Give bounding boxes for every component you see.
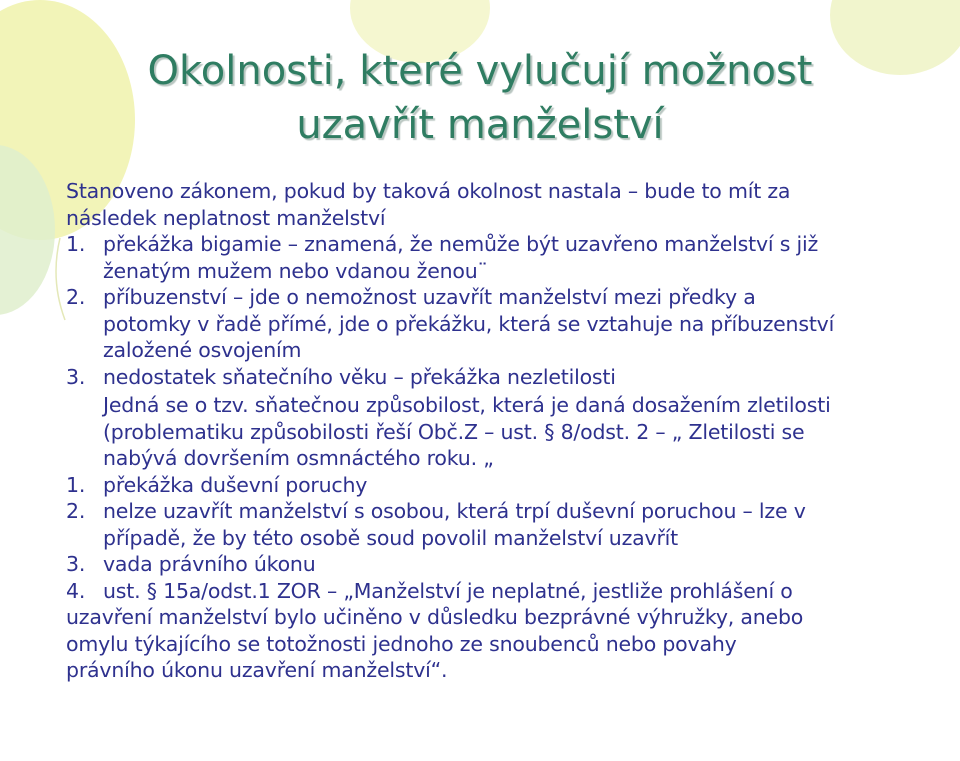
item-number: 4. [66,578,86,603]
item-text-line: nedostatek sňatečního věku – překážka nezletilosti [103,364,616,389]
item-number: 2. [66,499,86,523]
item-text [103,551,316,578]
tail-line-1: uzavření manželství bylo učiněno v důsledku bezprávné výhružky, anebo [66,605,804,629]
item-text-line: příbuzenství – jde o nemožnost uzavřít manželství mezi předky a [103,285,756,309]
item-number: 3. [66,552,86,576]
item-text-line: potomky v řadě přímé, jde o překážku, která se vztahuje na příbuzenství [103,311,835,336]
item-text [103,472,367,499]
tail-line-2: omylu týkajícího se totožnosti jednoho ze snoubenců nebo povahy [66,631,737,656]
item-text [103,578,793,605]
item-text-line: překážka bigamie – znamená, že nemůže být uzavřeno manželství s již [103,232,819,256]
intro-line-1: Stanoveno zákonem, pokud by taková okolnost nastala – bude to mít za [66,179,791,203]
note-line-3: nabývá dovršením osmnáctého roku. „ [103,446,494,470]
list1-item-3 [66,364,958,391]
item-text [103,364,616,391]
note-block [66,392,958,472]
list1-item-2 [66,284,958,364]
list1-item-1 [66,231,958,284]
item-text-line: překážka duševní poruchy [103,472,368,497]
item-number: 1. [66,232,86,256]
item-text [103,284,834,364]
list2-item-1 [66,472,958,499]
item-number: 2. [66,285,86,309]
slide-body [66,178,958,684]
item-text-line: případě, že by této osobě soud povolil manželství uzavřít [103,525,679,550]
item-number: 3. [66,364,86,389]
item-text [103,498,806,551]
item-text-line: ust. § 15a/odst.1 ZOR – „Manželství je neplatné, jestliže prohlášení o [103,578,793,603]
title-line-1: Okolnosti, které vylučují možnost [147,48,813,94]
balloon-string [56,238,65,320]
intro-line-2: následek neplatnost manželství [66,205,386,230]
item-text-line: založené osvojením [103,338,302,362]
slide-title [0,44,960,152]
item-text-line: vada právního úkonu [103,552,316,576]
note-line-1: Jedná se o tzv. sňatečnou způsobilost, která je daná dosažením zletilosti [103,393,831,417]
item-text-line: ženatým mužem nebo vdanou ženou¨ [103,258,488,283]
tail-line-3: právního úkonu uzavření manželství“. [66,658,448,682]
title-line-2: uzavřít manželství [296,102,664,148]
item-number: 1. [66,472,86,497]
note-line-2: (problematiku způsobilosti řeší Obč.Z – ust. § 8/odst. 2 – „ Zletilosti se [103,419,805,444]
item-text-line: nelze uzavřít manželství s osobou, která trpí duševní poruchou – lze v [103,499,806,523]
list2-item-2 [66,498,958,551]
list2-item-4 [66,578,958,605]
list2-item-3 [66,551,958,578]
item-text [103,231,818,284]
